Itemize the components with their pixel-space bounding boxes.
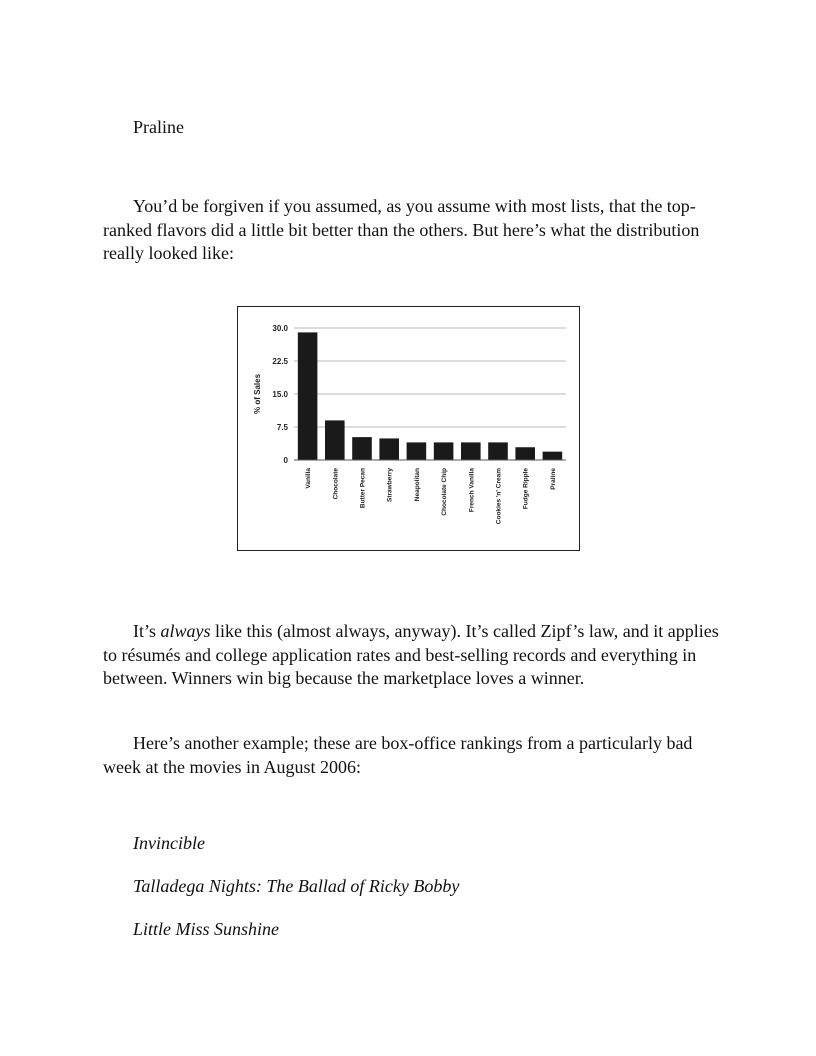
bar-strawberry — [379, 438, 399, 460]
x-tick-label: Strawberry — [386, 468, 394, 502]
flavor-sales-chart — [237, 306, 580, 551]
bar-french-vanilla — [461, 442, 481, 460]
y-tick-label: 7.5 — [276, 423, 288, 432]
bar-fudge-ripple — [515, 447, 535, 460]
example-paragraph: Here’s another example; these are box-office rankings from a particularly bad week at the movies in August 2006: — [103, 733, 693, 777]
intro-paragraph: You’d be forgiven if you assumed, as you assume with most lists, that the top-ranked flavors did a little bit better than the others. But here’s what the distribution really looked like: — [103, 196, 700, 263]
x-tick-label: Neapolitan — [413, 468, 421, 502]
zipf-paragraph — [103, 620, 723, 691]
bar-vanilla — [298, 332, 318, 460]
y-tick-label: 0 — [283, 456, 288, 465]
bar-praline — [543, 452, 563, 460]
movie-title: Talladega Nights: The Ballad of Ricky Bobby — [133, 876, 460, 896]
movie-title: Little Miss Sunshine — [133, 919, 280, 939]
x-tick-label: Cookies 'n' Cream — [495, 468, 503, 525]
y-tick-label: 22.5 — [272, 357, 288, 366]
chart-canvas — [238, 307, 579, 550]
bar-cookies-n-cream — [488, 442, 508, 460]
x-tick-label: Praline — [549, 468, 557, 490]
x-tick-label: Fudge Ripple — [522, 468, 530, 510]
list-item-praline: Praline — [133, 117, 184, 137]
bar-chocolate — [325, 420, 345, 460]
zipf-body-text: like this (almost always, anyway). It’s called Zipf’s law, and it applies to résumés and college application rates and best-selling records and everything in between. Winners win big because the marketplace loves a winner. — [103, 621, 719, 688]
x-tick-label: Butter Pecan — [359, 468, 367, 509]
x-tick-label: Chocolate — [332, 468, 340, 500]
movie-title: Invincible — [133, 833, 205, 853]
emphasis-always: always — [160, 621, 211, 641]
x-tick-label: French Vanilla — [468, 468, 476, 513]
y-tick-label: 30.0 — [272, 324, 288, 333]
y-tick-label: 15.0 — [272, 390, 288, 399]
bar-neapolitan — [407, 442, 427, 460]
y-axis-label: % of Sales — [253, 373, 262, 415]
bar-butter-pecan — [352, 437, 372, 460]
x-tick-label: Chocolate Chip — [441, 468, 449, 516]
zipf-lead-text: It’s — [133, 621, 161, 641]
bar-chocolate-chip — [434, 442, 454, 460]
x-tick-label: Vanilla — [305, 468, 313, 489]
